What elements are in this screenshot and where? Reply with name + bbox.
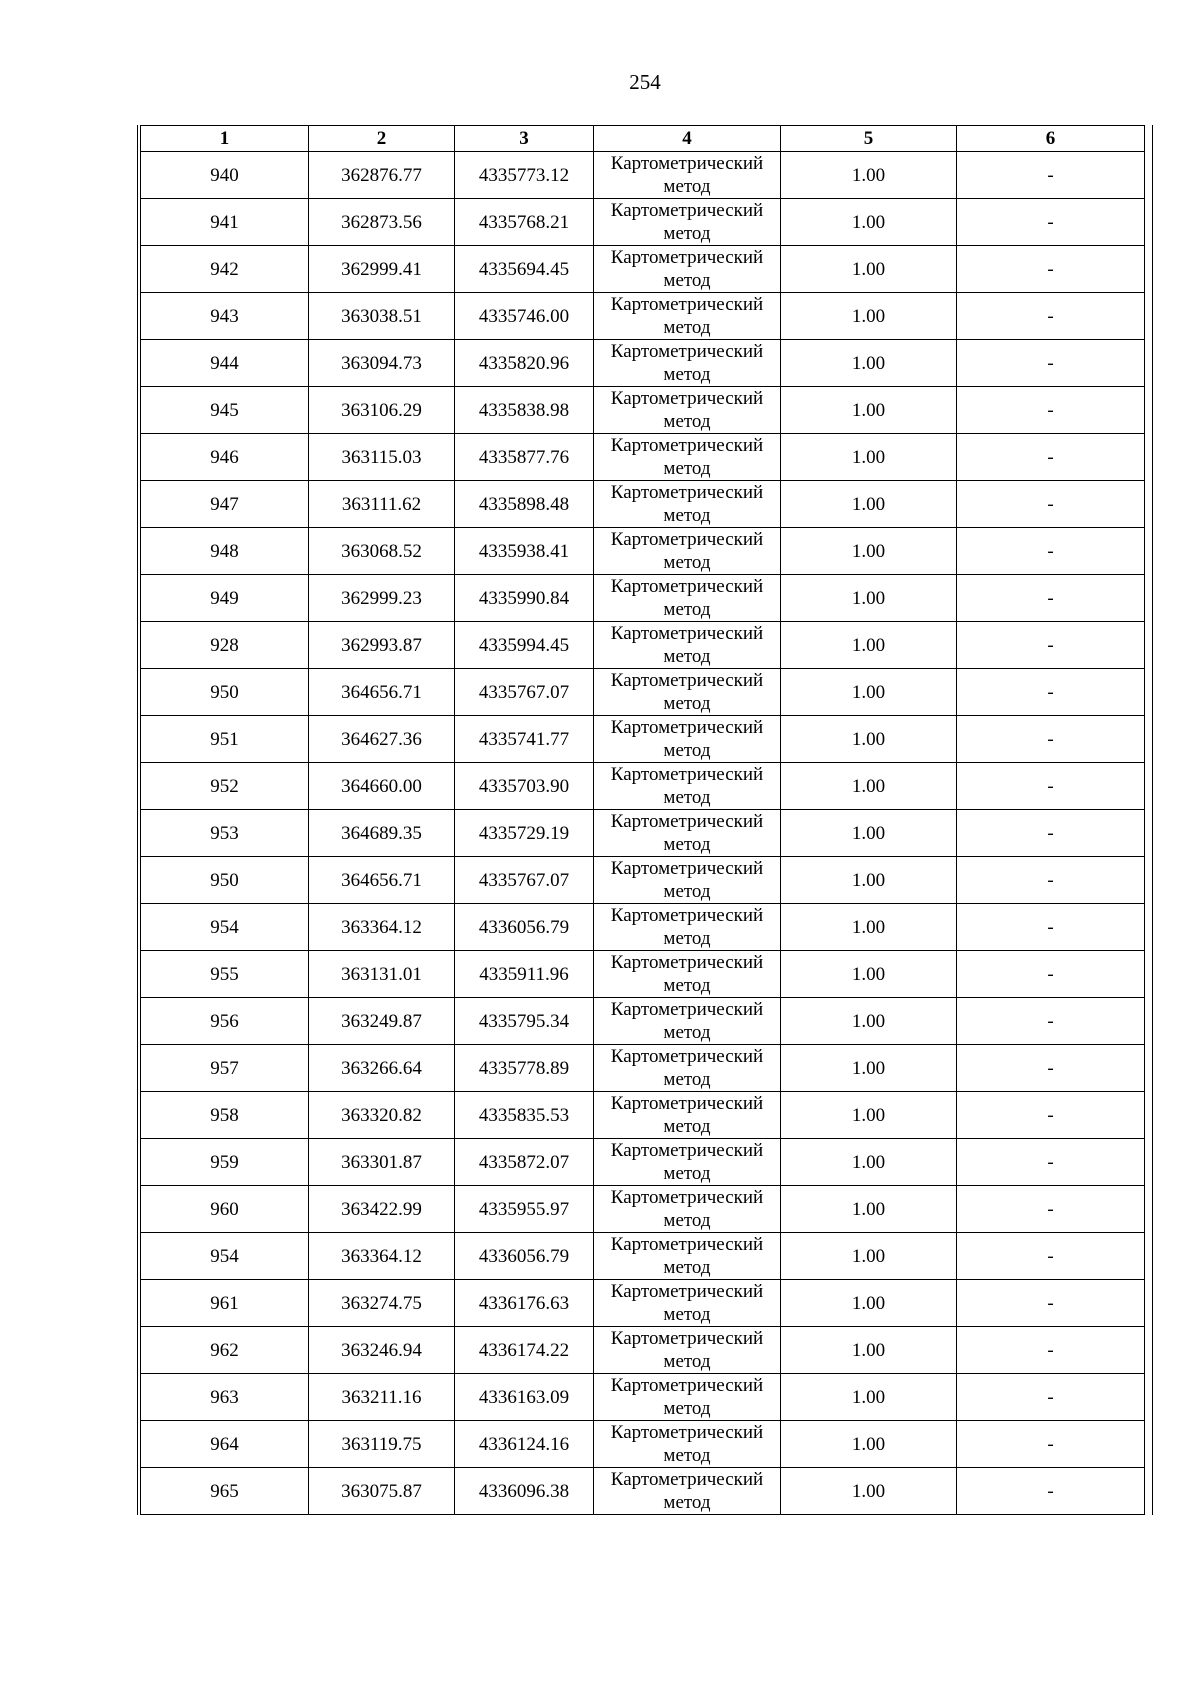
y-coordinate-cell: 4336096.38 xyxy=(455,1468,594,1515)
method-cell: Картометрический метод xyxy=(594,1421,781,1468)
note-cell: - xyxy=(957,293,1145,340)
x-coordinate-cell: 363266.64 xyxy=(309,1045,455,1092)
y-coordinate-cell: 4335990.84 xyxy=(455,575,594,622)
note-cell: - xyxy=(957,1139,1145,1186)
accuracy-cell: 1.00 xyxy=(781,246,957,293)
x-coordinate-cell: 362993.87 xyxy=(309,622,455,669)
table-row xyxy=(141,1233,1145,1280)
table-row xyxy=(141,1374,1145,1421)
note-cell: - xyxy=(957,1233,1145,1280)
method-cell: Картометрический метод xyxy=(594,1233,781,1280)
method-cell: Картометрический метод xyxy=(594,810,781,857)
x-coordinate-cell: 363111.62 xyxy=(309,481,455,528)
table-row xyxy=(141,857,1145,904)
y-coordinate-cell: 4335820.96 xyxy=(455,340,594,387)
x-coordinate-cell: 363364.12 xyxy=(309,1233,455,1280)
note-cell: - xyxy=(957,1280,1145,1327)
method-cell: Картометрический метод xyxy=(594,199,781,246)
x-coordinate-cell: 364660.00 xyxy=(309,763,455,810)
x-coordinate-cell: 363246.94 xyxy=(309,1327,455,1374)
accuracy-cell: 1.00 xyxy=(781,810,957,857)
note-cell: - xyxy=(957,669,1145,716)
y-coordinate-cell: 4336056.79 xyxy=(455,904,594,951)
x-coordinate-cell: 363249.87 xyxy=(309,998,455,1045)
y-coordinate-cell: 4335877.76 xyxy=(455,434,594,481)
point-number-cell: 960 xyxy=(141,1186,309,1233)
x-coordinate-cell: 362999.23 xyxy=(309,575,455,622)
table-row xyxy=(141,199,1145,246)
column-header: 1 xyxy=(141,126,309,152)
point-number-cell: 961 xyxy=(141,1280,309,1327)
accuracy-cell: 1.00 xyxy=(781,1092,957,1139)
table-row xyxy=(141,669,1145,716)
accuracy-cell: 1.00 xyxy=(781,1374,957,1421)
point-number-cell: 945 xyxy=(141,387,309,434)
note-cell: - xyxy=(957,1327,1145,1374)
method-cell: Картометрический метод xyxy=(594,1374,781,1421)
accuracy-cell: 1.00 xyxy=(781,340,957,387)
table-row xyxy=(141,1327,1145,1374)
method-cell: Картометрический метод xyxy=(594,904,781,951)
note-cell: - xyxy=(957,481,1145,528)
method-cell: Картометрический метод xyxy=(594,951,781,998)
x-coordinate-cell: 363106.29 xyxy=(309,387,455,434)
note-cell: - xyxy=(957,622,1145,669)
x-coordinate-cell: 363301.87 xyxy=(309,1139,455,1186)
table-row xyxy=(141,340,1145,387)
accuracy-cell: 1.00 xyxy=(781,716,957,763)
y-coordinate-cell: 4335838.98 xyxy=(455,387,594,434)
x-coordinate-cell: 363422.99 xyxy=(309,1186,455,1233)
x-coordinate-cell: 363211.16 xyxy=(309,1374,455,1421)
table-body xyxy=(141,152,1145,1515)
note-cell: - xyxy=(957,1045,1145,1092)
accuracy-cell: 1.00 xyxy=(781,1280,957,1327)
point-number-cell: 959 xyxy=(141,1139,309,1186)
y-coordinate-cell: 4335768.21 xyxy=(455,199,594,246)
y-coordinate-cell: 4335767.07 xyxy=(455,669,594,716)
column-header: 2 xyxy=(309,126,455,152)
table-row xyxy=(141,1186,1145,1233)
accuracy-cell: 1.00 xyxy=(781,622,957,669)
x-coordinate-cell: 364656.71 xyxy=(309,857,455,904)
accuracy-cell: 1.00 xyxy=(781,857,957,904)
point-number-cell: 944 xyxy=(141,340,309,387)
note-cell: - xyxy=(957,998,1145,1045)
point-number-cell: 954 xyxy=(141,904,309,951)
column-header: 6 xyxy=(957,126,1145,152)
y-coordinate-cell: 4336163.09 xyxy=(455,1374,594,1421)
y-coordinate-cell: 4336124.16 xyxy=(455,1421,594,1468)
accuracy-cell: 1.00 xyxy=(781,1468,957,1515)
x-coordinate-cell: 362876.77 xyxy=(309,152,455,199)
table-row xyxy=(141,1280,1145,1327)
y-coordinate-cell: 4335898.48 xyxy=(455,481,594,528)
note-cell: - xyxy=(957,152,1145,199)
y-coordinate-cell: 4336174.22 xyxy=(455,1327,594,1374)
method-cell: Картометрический метод xyxy=(594,387,781,434)
accuracy-cell: 1.00 xyxy=(781,528,957,575)
y-coordinate-cell: 4336176.63 xyxy=(455,1280,594,1327)
x-coordinate-cell: 363115.03 xyxy=(309,434,455,481)
accuracy-cell: 1.00 xyxy=(781,152,957,199)
x-coordinate-cell: 363364.12 xyxy=(309,904,455,951)
point-number-cell: 952 xyxy=(141,763,309,810)
table-row xyxy=(141,904,1145,951)
note-cell: - xyxy=(957,1092,1145,1139)
y-coordinate-cell: 4335746.00 xyxy=(455,293,594,340)
x-coordinate-cell: 364656.71 xyxy=(309,669,455,716)
accuracy-cell: 1.00 xyxy=(781,434,957,481)
method-cell: Картометрический метод xyxy=(594,857,781,904)
table-row xyxy=(141,998,1145,1045)
note-cell: - xyxy=(957,434,1145,481)
y-coordinate-cell: 4335835.53 xyxy=(455,1092,594,1139)
y-coordinate-cell: 4335955.97 xyxy=(455,1186,594,1233)
x-coordinate-cell: 364627.36 xyxy=(309,716,455,763)
table-row xyxy=(141,434,1145,481)
y-coordinate-cell: 4335994.45 xyxy=(455,622,594,669)
point-number-cell: 951 xyxy=(141,716,309,763)
coordinates-table-container xyxy=(137,125,1153,1515)
note-cell: - xyxy=(957,951,1145,998)
method-cell: Картометрический метод xyxy=(594,575,781,622)
x-coordinate-cell: 362873.56 xyxy=(309,199,455,246)
note-cell: - xyxy=(957,340,1145,387)
table-row xyxy=(141,1421,1145,1468)
accuracy-cell: 1.00 xyxy=(781,763,957,810)
accuracy-cell: 1.00 xyxy=(781,199,957,246)
point-number-cell: 965 xyxy=(141,1468,309,1515)
note-cell: - xyxy=(957,199,1145,246)
accuracy-cell: 1.00 xyxy=(781,951,957,998)
accuracy-cell: 1.00 xyxy=(781,998,957,1045)
y-coordinate-cell: 4335767.07 xyxy=(455,857,594,904)
point-number-cell: 942 xyxy=(141,246,309,293)
y-coordinate-cell: 4335778.89 xyxy=(455,1045,594,1092)
table-row xyxy=(141,1139,1145,1186)
method-cell: Картометрический метод xyxy=(594,528,781,575)
y-coordinate-cell: 4335703.90 xyxy=(455,763,594,810)
point-number-cell: 941 xyxy=(141,199,309,246)
note-cell: - xyxy=(957,1468,1145,1515)
point-number-cell: 928 xyxy=(141,622,309,669)
x-coordinate-cell: 363094.73 xyxy=(309,340,455,387)
point-number-cell: 964 xyxy=(141,1421,309,1468)
y-coordinate-cell: 4335795.34 xyxy=(455,998,594,1045)
point-number-cell: 943 xyxy=(141,293,309,340)
y-coordinate-cell: 4335694.45 xyxy=(455,246,594,293)
accuracy-cell: 1.00 xyxy=(781,904,957,951)
page-number: 254 xyxy=(629,70,661,94)
note-cell: - xyxy=(957,1186,1145,1233)
table-row xyxy=(141,528,1145,575)
accuracy-cell: 1.00 xyxy=(781,1327,957,1374)
accuracy-cell: 1.00 xyxy=(781,575,957,622)
point-number-cell: 948 xyxy=(141,528,309,575)
point-number-cell: 958 xyxy=(141,1092,309,1139)
table-row xyxy=(141,293,1145,340)
x-coordinate-cell: 363119.75 xyxy=(309,1421,455,1468)
method-cell: Картометрический метод xyxy=(594,1280,781,1327)
accuracy-cell: 1.00 xyxy=(781,1421,957,1468)
coordinates-table xyxy=(140,125,1145,1515)
table-row xyxy=(141,810,1145,857)
x-coordinate-cell: 363131.01 xyxy=(309,951,455,998)
method-cell: Картометрический метод xyxy=(594,998,781,1045)
y-coordinate-cell: 4335872.07 xyxy=(455,1139,594,1186)
x-coordinate-cell: 363274.75 xyxy=(309,1280,455,1327)
table-row xyxy=(141,622,1145,669)
table-header-row xyxy=(141,126,1145,152)
note-cell: - xyxy=(957,387,1145,434)
x-coordinate-cell: 363038.51 xyxy=(309,293,455,340)
column-header: 3 xyxy=(455,126,594,152)
accuracy-cell: 1.00 xyxy=(781,1186,957,1233)
method-cell: Картометрический метод xyxy=(594,669,781,716)
method-cell: Картометрический метод xyxy=(594,622,781,669)
accuracy-cell: 1.00 xyxy=(781,293,957,340)
note-cell: - xyxy=(957,763,1145,810)
point-number-cell: 955 xyxy=(141,951,309,998)
table-row xyxy=(141,481,1145,528)
table-row xyxy=(141,387,1145,434)
point-number-cell: 940 xyxy=(141,152,309,199)
method-cell: Картометрический метод xyxy=(594,152,781,199)
table-row xyxy=(141,716,1145,763)
method-cell: Картометрический метод xyxy=(594,246,781,293)
point-number-cell: 957 xyxy=(141,1045,309,1092)
note-cell: - xyxy=(957,810,1145,857)
method-cell: Картометрический метод xyxy=(594,1045,781,1092)
method-cell: Картометрический метод xyxy=(594,434,781,481)
x-coordinate-cell: 363075.87 xyxy=(309,1468,455,1515)
note-cell: - xyxy=(957,857,1145,904)
method-cell: Картометрический метод xyxy=(594,1139,781,1186)
method-cell: Картометрический метод xyxy=(594,763,781,810)
accuracy-cell: 1.00 xyxy=(781,1233,957,1280)
y-coordinate-cell: 4335729.19 xyxy=(455,810,594,857)
method-cell: Картометрический метод xyxy=(594,1186,781,1233)
note-cell: - xyxy=(957,528,1145,575)
x-coordinate-cell: 363320.82 xyxy=(309,1092,455,1139)
note-cell: - xyxy=(957,716,1145,763)
point-number-cell: 946 xyxy=(141,434,309,481)
note-cell: - xyxy=(957,1374,1145,1421)
note-cell: - xyxy=(957,1421,1145,1468)
table-row xyxy=(141,1045,1145,1092)
table-row xyxy=(141,763,1145,810)
method-cell: Картометрический метод xyxy=(594,481,781,528)
y-coordinate-cell: 4335938.41 xyxy=(455,528,594,575)
point-number-cell: 956 xyxy=(141,998,309,1045)
table-row xyxy=(141,1092,1145,1139)
point-number-cell: 947 xyxy=(141,481,309,528)
table-row xyxy=(141,246,1145,293)
method-cell: Картометрический метод xyxy=(594,716,781,763)
method-cell: Картометрический метод xyxy=(594,340,781,387)
table-row xyxy=(141,575,1145,622)
accuracy-cell: 1.00 xyxy=(781,1045,957,1092)
y-coordinate-cell: 4335911.96 xyxy=(455,951,594,998)
point-number-cell: 953 xyxy=(141,810,309,857)
x-coordinate-cell: 363068.52 xyxy=(309,528,455,575)
y-coordinate-cell: 4336056.79 xyxy=(455,1233,594,1280)
accuracy-cell: 1.00 xyxy=(781,481,957,528)
note-cell: - xyxy=(957,904,1145,951)
method-cell: Картометрический метод xyxy=(594,1468,781,1515)
note-cell: - xyxy=(957,246,1145,293)
column-header: 5 xyxy=(781,126,957,152)
accuracy-cell: 1.00 xyxy=(781,669,957,716)
column-header: 4 xyxy=(594,126,781,152)
table-row xyxy=(141,951,1145,998)
point-number-cell: 950 xyxy=(141,857,309,904)
table-row xyxy=(141,1468,1145,1515)
y-coordinate-cell: 4335741.77 xyxy=(455,716,594,763)
point-number-cell: 954 xyxy=(141,1233,309,1280)
method-cell: Картометрический метод xyxy=(594,293,781,340)
point-number-cell: 963 xyxy=(141,1374,309,1421)
point-number-cell: 950 xyxy=(141,669,309,716)
x-coordinate-cell: 362999.41 xyxy=(309,246,455,293)
point-number-cell: 949 xyxy=(141,575,309,622)
note-cell: - xyxy=(957,575,1145,622)
method-cell: Картометрический метод xyxy=(594,1327,781,1374)
x-coordinate-cell: 364689.35 xyxy=(309,810,455,857)
point-number-cell: 962 xyxy=(141,1327,309,1374)
accuracy-cell: 1.00 xyxy=(781,387,957,434)
y-coordinate-cell: 4335773.12 xyxy=(455,152,594,199)
table-row xyxy=(141,152,1145,199)
accuracy-cell: 1.00 xyxy=(781,1139,957,1186)
method-cell: Картометрический метод xyxy=(594,1092,781,1139)
